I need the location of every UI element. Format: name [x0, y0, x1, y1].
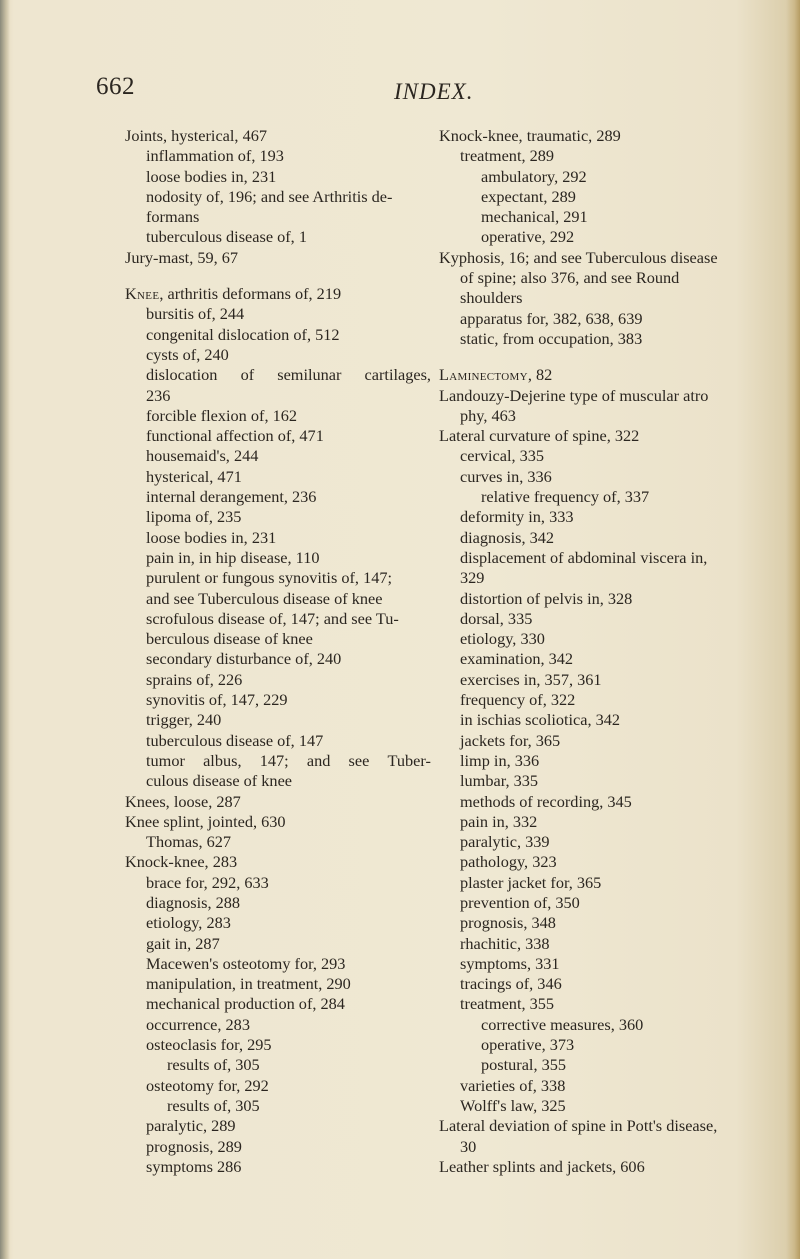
index-subentry: berculous disease of knee — [146, 629, 313, 649]
index-subentry: cervical, 335 — [460, 446, 545, 466]
index-subentry: 30 — [460, 1136, 477, 1156]
index-subentry: 236 — [146, 385, 171, 405]
index-subentry: rhachitic, 338 — [460, 933, 550, 953]
index-subentry: phy, 463 — [460, 405, 516, 425]
index-entry: Landouzy-Dejerine type of muscular atro — [439, 385, 709, 405]
index-subentry: osteoclasis for, 295 — [146, 1035, 272, 1055]
index-entry: Joints, hysterical, 467 — [125, 126, 267, 145]
index-entry: Knock-knee, traumatic, 289 — [439, 126, 621, 145]
index-subentry: prognosis, 348 — [460, 913, 556, 933]
index-column-left — [125, 126, 431, 1177]
index-subentry: deformity in, 333 — [460, 507, 574, 527]
index-subentry: functional affection of, 471 — [146, 426, 324, 446]
index-subentry: and see Tuberculous disease of knee — [146, 588, 383, 608]
index-subentry: loose bodies in, 231 — [146, 527, 277, 547]
index-entry: Knee, arthritis deformans of, 219 — [125, 284, 342, 304]
index-subentry: tracings of, 346 — [460, 974, 562, 994]
index-subentry: dislocation of semilunar cartilages, — [146, 365, 431, 385]
index-subentry: osteotomy for, 292 — [146, 1075, 269, 1095]
index-subentry: apparatus for, 382, 638, 639 — [460, 308, 643, 328]
index-subentry: operative, 373 — [481, 1035, 575, 1055]
index-subentry: jackets for, 365 — [460, 730, 561, 750]
page-number: 662 — [96, 73, 135, 100]
index-subentry: lumbar, 335 — [460, 771, 539, 791]
index-subentry: treatment, 355 — [460, 994, 555, 1014]
index-subentry: prognosis, 289 — [146, 1136, 242, 1156]
index-subentry: limp in, 336 — [460, 750, 540, 770]
index-subentry: synovitis of, 147, 229 — [146, 690, 288, 710]
page-gutter-shadow — [0, 0, 10, 1259]
index-subentry: formans — [146, 207, 200, 227]
index-subentry: symptoms, 331 — [460, 953, 560, 973]
index-subentry: examination, 342 — [460, 649, 574, 669]
index-subentry: treatment, 289 — [460, 146, 555, 166]
index-subentry: tumor albus, 147; and see Tuber- — [146, 750, 431, 770]
index-subentry: nodosity of, 196; and see Arthritis de- — [146, 186, 393, 206]
index-subentry: paralytic, 289 — [146, 1116, 236, 1136]
index-subentry: gait in, 287 — [146, 933, 220, 953]
index-subentry: paralytic, 339 — [460, 832, 550, 852]
index-subentry: corrective measures, 360 — [481, 1014, 644, 1034]
index-subentry: postural, 355 — [481, 1055, 567, 1075]
index-subentry: Macewen's osteotomy for, 293 — [146, 953, 346, 973]
section-gap — [439, 349, 791, 365]
index-subentry: 329 — [460, 568, 485, 588]
index-subentry: of spine; also 376, and see Round — [460, 268, 680, 288]
index-subentry: manipulation, in treatment, 290 — [146, 974, 351, 994]
index-entry: Lateral deviation of spine in Pott's disease, — [439, 1116, 718, 1136]
index-subentry: internal derangement, 236 — [146, 487, 317, 507]
index-subentry: diagnosis, 342 — [460, 527, 555, 547]
index-entry: Laminectomy, 82 — [439, 365, 553, 385]
index-entry: Knock-knee, 283 — [125, 852, 238, 872]
index-subentry: pathology, 323 — [460, 852, 557, 872]
index-subentry: scrofulous disease of, 147; and see Tu- — [146, 608, 399, 628]
index-entry: Knees, loose, 287 — [125, 791, 241, 811]
index-subentry: diagnosis, 288 — [146, 892, 241, 912]
index-subentry: etiology, 283 — [146, 913, 231, 933]
index-subentry: hysterical, 471 — [146, 466, 242, 486]
running-head: INDEX. — [394, 79, 474, 104]
index-subentry: tuberculous disease of, 1 — [146, 227, 307, 247]
index-subentry: methods of recording, 345 — [460, 791, 632, 811]
index-subentry: plaster jacket for, 365 — [460, 872, 602, 892]
index-subentry: shoulders — [460, 288, 523, 308]
index-entry: Knee splint, jointed, 630 — [125, 811, 286, 831]
index-subentry: displacement of abdominal viscera in, — [460, 547, 708, 567]
index-entry: Lateral curvature of spine, 322 — [439, 426, 640, 446]
index-subentry: bursitis of, 244 — [146, 304, 245, 324]
index-column-right — [439, 126, 791, 1177]
index-subentry: pain in, in hip disease, 110 — [146, 547, 320, 567]
index-subentry: Thomas, 627 — [146, 832, 232, 852]
index-subentry: mechanical production of, 284 — [146, 994, 345, 1014]
index-subentry: varieties of, 338 — [460, 1075, 566, 1095]
index-subentry: forcible flexion of, 162 — [146, 405, 298, 425]
index-subentry: brace for, 292, 633 — [146, 872, 269, 892]
index-subentry: lipoma of, 235 — [146, 507, 242, 527]
index-subentry: congenital dislocation of, 512 — [146, 324, 340, 344]
index-subentry: frequency of, 322 — [460, 690, 576, 710]
index-entry: Kyphosis, 16; and see Tuberculous disease — [439, 247, 718, 267]
index-subentry: exercises in, 357, 361 — [460, 669, 602, 689]
index-subentry: results of, 305 — [167, 1055, 260, 1075]
index-subentry: operative, 292 — [481, 227, 575, 247]
index-subentry: tuberculous disease of, 147 — [146, 730, 324, 750]
index-subentry: expectant, 289 — [481, 186, 576, 206]
index-subentry: ambulatory, 292 — [481, 166, 587, 186]
index-subentry: static, from occupation, 383 — [460, 328, 643, 348]
index-subentry: sprains of, 226 — [146, 669, 243, 689]
index-subentry: trigger, 240 — [146, 710, 222, 730]
index-subentry: distortion of pelvis in, 328 — [460, 588, 633, 608]
index-subentry: loose bodies in, 231 — [146, 166, 277, 186]
index-subentry: etiology, 330 — [460, 629, 545, 649]
index-entry: Jury-mast, 59, 67 — [125, 247, 239, 267]
index-subentry: inflammation of, 193 — [146, 146, 284, 166]
section-gap — [125, 268, 431, 284]
index-subentry: cysts of, 240 — [146, 344, 229, 364]
index-subentry: in ischias scoliotica, 342 — [460, 710, 621, 730]
index-subentry: relative frequency of, 337 — [481, 487, 650, 507]
index-subentry: mechanical, 291 — [481, 207, 588, 227]
index-subentry: culous disease of knee — [146, 771, 293, 791]
index-subentry: results of, 305 — [167, 1095, 260, 1115]
index-subentry: prevention of, 350 — [460, 892, 580, 912]
index-subentry: purulent or fungous synovitis of, 147; — [146, 568, 393, 588]
index-subentry: Wolff's law, 325 — [460, 1095, 566, 1115]
index-subentry: symptoms 286 — [146, 1156, 242, 1176]
index-entry: Leather splints and jackets, 606 — [439, 1156, 645, 1176]
index-subentry: housemaid's, 244 — [146, 446, 259, 466]
index-subentry: occurrence, 283 — [146, 1014, 250, 1034]
index-subentry: secondary disturbance of, 240 — [146, 649, 342, 669]
index-subentry: pain in, 332 — [460, 811, 538, 831]
index-subentry: curves in, 336 — [460, 466, 552, 486]
index-subentry: dorsal, 335 — [460, 608, 533, 628]
